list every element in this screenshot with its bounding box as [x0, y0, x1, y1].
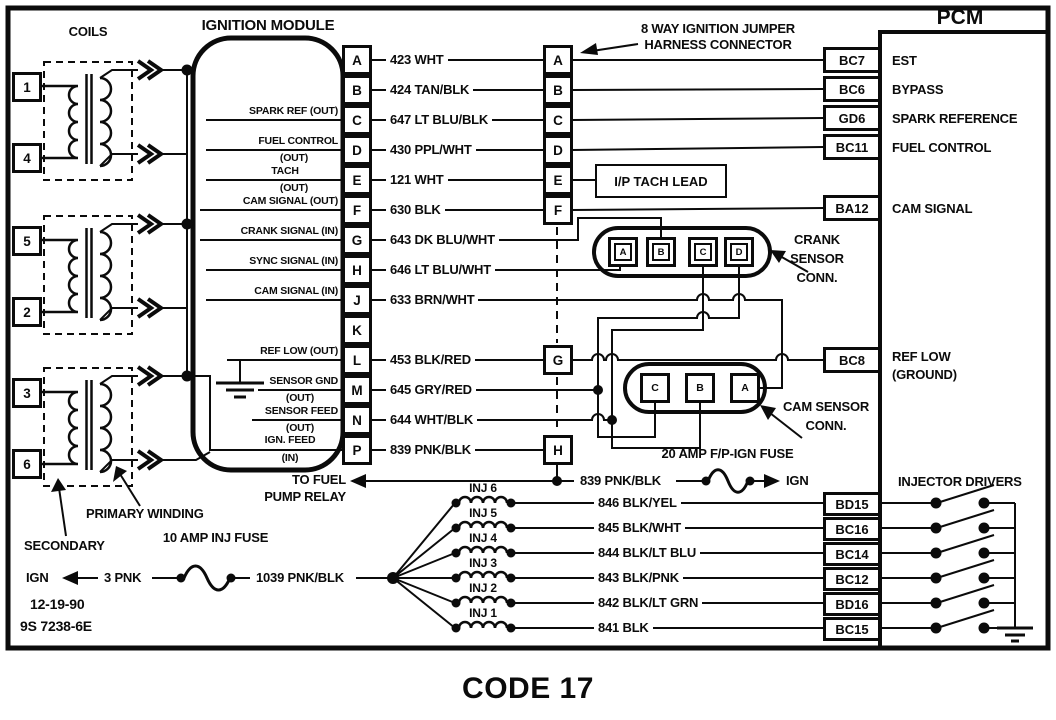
ip-tach-lead-box: I/P TACH LEAD	[595, 164, 727, 198]
cam-conn-label2: CONN.	[805, 418, 847, 433]
coil-terminal-5: 5	[12, 226, 42, 256]
module-pin-p: P	[342, 435, 372, 465]
wire-label-643: 643 DK BLU/WHT	[386, 232, 499, 248]
pcm-pin-bc6: BC6	[823, 76, 881, 102]
module-pin-n: N	[342, 405, 372, 435]
crank-conn-label2: SENSOR	[790, 251, 844, 266]
inj-fuse-label: 10 AMP INJ FUSE	[162, 530, 269, 545]
fuel-pump-arrowhead	[350, 474, 366, 488]
coil-terminal-2: 2	[12, 297, 42, 327]
footer-doc-number: 9S 7238-6E	[20, 618, 92, 634]
pcm-label-bypass: BYPASS	[892, 82, 944, 97]
jumper-pin-f: F	[543, 195, 573, 225]
module-pin-b: B	[342, 75, 372, 105]
module-pin-f: F	[342, 195, 372, 225]
ignition-module-title: IGNITION MODULE	[201, 17, 335, 34]
coils-label: COILS	[68, 24, 108, 39]
wire-label-842: 842 BLK/LT GRN	[594, 595, 702, 611]
pcm-ground-symbol	[997, 628, 1033, 641]
wire-label-121: 121 WHT	[386, 172, 448, 188]
fn-cam-signal-out: CAM SIGNAL (OUT)	[242, 195, 338, 207]
pcm-pin-gd6: GD6	[823, 105, 881, 131]
crank-pin-a: A	[608, 237, 638, 267]
footer-date: 12-19-90	[30, 596, 85, 612]
diagram-title: CODE 17	[462, 672, 594, 705]
pcm-pin-bc16: BC16	[823, 517, 881, 541]
inj3-label: INJ 3	[469, 556, 497, 570]
inj4-label: INJ 4	[469, 531, 497, 545]
wire-label-845: 845 BLK/WHT	[594, 520, 685, 536]
jumper-pin-h: H	[543, 435, 573, 465]
injector-fan-wires	[393, 503, 455, 628]
coil-terminal-6: 6	[12, 449, 42, 479]
cam-conn-label1: CAM SENSOR	[782, 399, 870, 414]
wire-label-453: 453 BLK/RED	[386, 352, 475, 368]
wire-label-633: 633 BRN/WHT	[386, 292, 478, 308]
wire-label-841: 841 BLK	[594, 620, 653, 636]
jumper-pin-a: A	[543, 45, 573, 75]
switch-contact-dots	[931, 498, 990, 634]
wire-label-846: 846 BLK/YEL	[594, 495, 681, 511]
pcm-pin-bc11: BC11	[823, 134, 881, 160]
fn-fuel-control: FUEL CONTROL	[258, 135, 338, 147]
ign-right-label: IGN	[786, 473, 809, 488]
wire-label-839-lower: 839 PNK/BLK	[576, 473, 665, 489]
module-pin-j: J	[342, 285, 372, 315]
crank-pin-d: D	[724, 237, 754, 267]
fn-ref-low: REF LOW (OUT)	[260, 345, 338, 357]
jumper-pin-d: D	[543, 135, 573, 165]
cam-pin-a: A	[730, 373, 760, 403]
jumper-label-line2: HARNESS CONNECTOR	[644, 37, 792, 52]
pcm-label-fuel-control: FUEL CONTROL	[892, 140, 992, 155]
module-pin-m: M	[342, 375, 372, 405]
fn-sensor-gnd-out: (OUT)	[285, 392, 315, 404]
pcm-pin-bd15: BD15	[823, 492, 881, 516]
crank-pin-c: C	[688, 237, 718, 267]
wire-label-630: 630 BLK	[386, 202, 445, 218]
jumper-pin-c: C	[543, 105, 573, 135]
coil-group-1	[40, 61, 187, 180]
pcm-title: PCM	[936, 6, 984, 29]
pcm-pin-bd16: BD16	[823, 592, 881, 616]
fn-cam-signal-in: CAM SIGNAL (IN)	[254, 285, 338, 297]
pcm-label-cam-signal: CAM SIGNAL	[892, 201, 973, 216]
wire-label-843: 843 BLK/PNK	[594, 570, 683, 586]
pcm-pin-ba12: BA12	[823, 195, 881, 221]
wire-label-645: 645 GRY/RED	[386, 382, 476, 398]
module-pin-e: E	[342, 165, 372, 195]
fn-crank-signal-in: CRANK SIGNAL (IN)	[240, 225, 338, 237]
pcm-pin-bc7: BC7	[823, 47, 881, 73]
fn-ign-feed-in: (IN)	[281, 452, 299, 464]
module-pin-c: C	[342, 105, 372, 135]
wire-label-424: 424 TAN/BLK	[386, 82, 473, 98]
wire-label-647: 647 LT BLU/BLK	[386, 112, 492, 128]
wire-label-839: 839 PNK/BLK	[386, 442, 475, 458]
wire-label-423: 423 WHT	[386, 52, 448, 68]
pump-relay-label: PUMP RELAY	[264, 489, 346, 504]
jumper-label-line1: 8 WAY IGNITION JUMPER	[640, 21, 795, 36]
cam-pin-c: C	[640, 373, 670, 403]
inj2-label: INJ 2	[469, 581, 497, 595]
module-pin-l: L	[342, 345, 372, 375]
pcm-injector-drivers-header: INJECTOR DRIVERS	[898, 474, 1022, 489]
pcm-pin-bc8: BC8	[823, 347, 881, 373]
module-pin-d: D	[342, 135, 372, 165]
inj1-label: INJ 1	[469, 606, 497, 620]
pcm-label-spark-reference: SPARK REFERENCE	[892, 111, 1018, 126]
sensor-branch-wires	[598, 267, 739, 448]
primary-winding-label: PRIMARY WINDING	[86, 506, 204, 521]
module-pin-g: G	[342, 225, 372, 255]
fn-sensor-feed-out: (OUT)	[285, 422, 315, 434]
fp-ign-fuse-label: 20 AMP F/P-IGN FUSE	[661, 446, 794, 461]
crank-conn-label1: CRANK	[794, 232, 840, 247]
ign-left-label: IGN	[26, 570, 49, 585]
module-pin-k: K	[342, 315, 372, 345]
fn-ign-feed: IGN. FEED	[264, 434, 316, 446]
fn-sensor-gnd: SENSOR GND	[269, 375, 338, 387]
jumper-pin-e: E	[543, 165, 573, 195]
pcm-label-est: EST	[892, 53, 917, 68]
jumper-pin-b: B	[543, 75, 573, 105]
pcm-label-ref-low: REF LOW	[892, 349, 951, 364]
module-pin-a: A	[342, 45, 372, 75]
cam-pin-b: B	[685, 373, 715, 403]
wire-label-1039: 1039 PNK/BLK	[256, 570, 344, 585]
wire-label-430: 430 PPL/WHT	[386, 142, 476, 158]
jumper-pin-g: G	[543, 345, 573, 375]
wire-label-844: 844 BLK/LT BLU	[594, 545, 700, 561]
ign-left-arrowhead	[62, 571, 78, 585]
fn-tach: TACH	[271, 165, 299, 177]
inj6-label: INJ 6	[469, 481, 497, 495]
pcm-pin-bc12: BC12	[823, 567, 881, 591]
ign-right-arrowhead	[764, 474, 780, 488]
crank-pin-b: B	[646, 237, 676, 267]
pcm-label-ground: (GROUND)	[892, 367, 957, 382]
coil-terminal-4: 4	[12, 143, 42, 173]
wire-label-644: 644 WHT/BLK	[386, 412, 477, 428]
pcm-pin-bc15: BC15	[823, 617, 881, 641]
secondary-label: SECONDARY	[24, 538, 105, 553]
coil-group-2	[40, 215, 187, 334]
coil-terminal-1: 1	[12, 72, 42, 102]
fn-tach-out: (OUT)	[279, 182, 309, 194]
coil-terminal-3: 3	[12, 378, 42, 408]
wire-label-3pnk: 3 PNK	[104, 570, 142, 585]
to-fuel-label: TO FUEL	[292, 472, 346, 487]
pcm-pin-bc14: BC14	[823, 542, 881, 566]
fn-spark-ref: SPARK REF (OUT)	[249, 105, 338, 117]
wire-label-646: 646 LT BLU/WHT	[386, 262, 495, 278]
module-pin-h: H	[342, 255, 372, 285]
inj5-label: INJ 5	[469, 506, 497, 520]
injector-driver-switches	[880, 485, 1015, 628]
fn-sync-signal-in: SYNC SIGNAL (IN)	[249, 255, 338, 267]
crank-conn-label3: CONN.	[796, 270, 838, 285]
fn-fuel-control-out: (OUT)	[279, 152, 309, 164]
coil-group-3	[40, 367, 210, 486]
fn-sensor-feed: SENSOR FEED	[264, 405, 338, 417]
